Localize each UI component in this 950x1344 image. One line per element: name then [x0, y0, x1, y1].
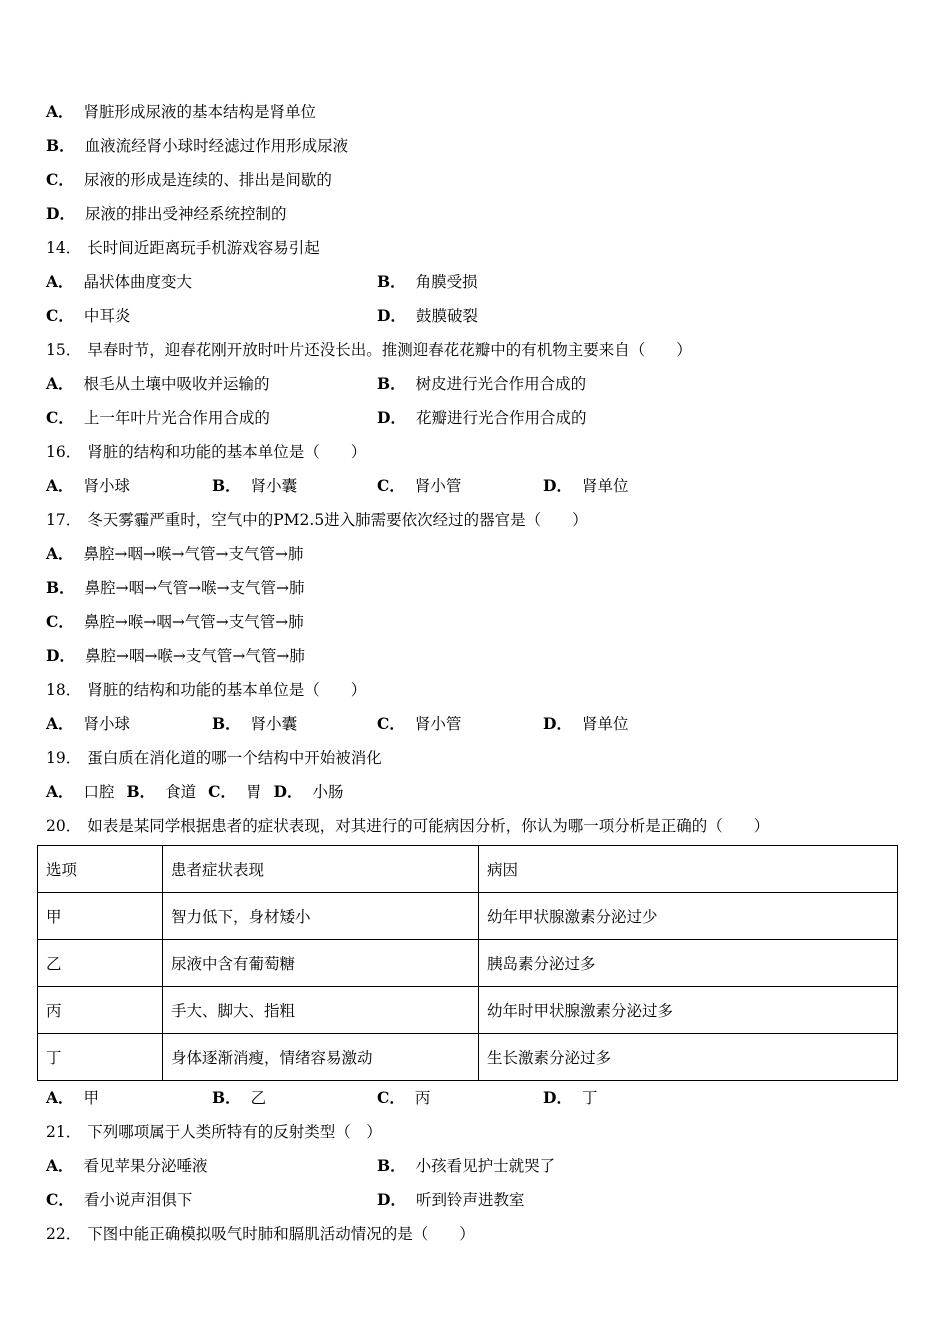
- q17-option-a: A． 鼻腔→咽→喉→气管→支气管→肺: [46, 544, 304, 563]
- table-cell: 幼年时甲状腺激素分泌过多: [479, 987, 898, 1034]
- q13-option-b: B． 血液流经肾小球时经滤过作用形成尿液: [46, 136, 349, 155]
- table-cell: 乙: [38, 940, 163, 987]
- q17-option-b: B． 鼻腔→咽→气管→喉→支气管→肺: [46, 578, 305, 597]
- table-header-cell: 病因: [479, 846, 898, 893]
- q19-stem: 19． 蛋白质在消化道的哪一个结构中开始被消化: [46, 749, 382, 767]
- q17-stem: 17． 冬天雾霾严重时，空气中的PM2.5进入肺需要依次经过的器官是（ ）: [46, 511, 588, 529]
- q14-stem: 14． 长时间近距离玩手机游戏容易引起: [46, 239, 320, 257]
- q17-option-d: D． 鼻腔→咽→喉→支气管→气管→肺: [46, 646, 305, 665]
- q15-option-d: D． 花瓣进行光合作用合成的: [377, 408, 587, 427]
- q22-stem: 22． 下图中能正确模拟吸气时肺和膈肌活动情况的是（ ）: [46, 1225, 475, 1243]
- table-cell: 甲: [38, 893, 163, 940]
- q14-option-c: C． 中耳炎: [46, 306, 131, 325]
- q16-option-d: D． 肾单位: [543, 476, 629, 495]
- table-cell: 身体逐渐消瘦，情绪容易激动: [163, 1034, 479, 1081]
- q18-option-a: A． 肾小球: [46, 714, 131, 733]
- q21-option-c: C． 看小说声泪俱下: [46, 1190, 193, 1209]
- table-header-row: [38, 846, 898, 893]
- table-row: [38, 893, 898, 940]
- q21-option-d: D． 听到铃声进教室: [377, 1190, 525, 1209]
- table-cell: 丙: [38, 987, 163, 1034]
- q16-stem: 16． 肾脏的结构和功能的基本单位是（ ）: [46, 443, 367, 461]
- q16-option-b: B． 肾小囊: [212, 476, 298, 495]
- q18-option-b: B． 肾小囊: [212, 714, 298, 733]
- table-cell: 手大、脚大、指粗: [163, 987, 479, 1034]
- q13-option-d: D． 尿液的排出受神经系统控制的: [46, 204, 287, 223]
- q20-option-b: B． 乙: [212, 1088, 267, 1107]
- q21-option-a: A． 看见苹果分泌唾液: [46, 1156, 208, 1175]
- table-row: [38, 987, 898, 1034]
- table-cell: 尿液中含有葡萄糖: [163, 940, 479, 987]
- table-row: [38, 940, 898, 987]
- table-cell: 生长激素分泌过多: [479, 1034, 898, 1081]
- q20-table: [37, 845, 898, 1081]
- q20-option-a: A． 甲: [46, 1088, 100, 1107]
- table-row: [38, 1034, 898, 1081]
- table-cell: 丁: [38, 1034, 163, 1081]
- q15-option-a: A． 根毛从土壤中吸收并运输的: [46, 374, 270, 393]
- q15-option-b: B． 树皮进行光合作用合成的: [377, 374, 587, 393]
- q15-stem: 15． 早春时节，迎春花刚开放时叶片还没长出。推测迎春花花瓣中的有机物主要来自（ ）: [46, 341, 692, 359]
- q17-option-c: C． 鼻腔→喉→咽→气管→支气管→肺: [46, 612, 304, 631]
- q20-stem: 20． 如表是某同学根据患者的症状表现，对其进行的可能病因分析，你认为哪一项分析是正确的（ ）: [46, 817, 770, 835]
- q19-options: A． 口腔 B． 食道 C． 胃 D． 小肠: [46, 782, 344, 801]
- q16-option-c: C． 肾小管: [377, 476, 462, 495]
- q16-option-a: A． 肾小球: [46, 476, 131, 495]
- q21-stem: 21． 下列哪项属于人类所特有的反射类型（ ）: [46, 1123, 382, 1141]
- table-header-cell: 选项: [38, 846, 163, 893]
- table-cell: 幼年甲状腺激素分泌过少: [479, 893, 898, 940]
- q13-option-c: C． 尿液的形成是连续的、排出是间歇的: [46, 170, 332, 189]
- table-cell: 胰岛素分泌过多: [479, 940, 898, 987]
- q18-stem: 18． 肾脏的结构和功能的基本单位是（ ）: [46, 681, 367, 699]
- q14-option-d: D． 鼓膜破裂: [377, 306, 478, 325]
- q13-option-a: A． 肾脏形成尿液的基本结构是肾单位: [46, 102, 317, 121]
- q20-option-c: C． 丙: [377, 1088, 431, 1107]
- table-cell: 智力低下，身材矮小: [163, 893, 479, 940]
- q18-option-c: C． 肾小管: [377, 714, 462, 733]
- q20-option-d: D． 丁: [543, 1088, 598, 1107]
- q18-option-d: D． 肾单位: [543, 714, 629, 733]
- q21-option-b: B． 小孩看见护士就哭了: [377, 1156, 556, 1175]
- q14-option-b: B． 角膜受损: [377, 272, 478, 291]
- q14-option-a: A． 晶状体曲度变大: [46, 272, 193, 291]
- q15-option-c: C． 上一年叶片光合作用合成的: [46, 408, 270, 427]
- table-header-cell: 患者症状表现: [163, 846, 479, 893]
